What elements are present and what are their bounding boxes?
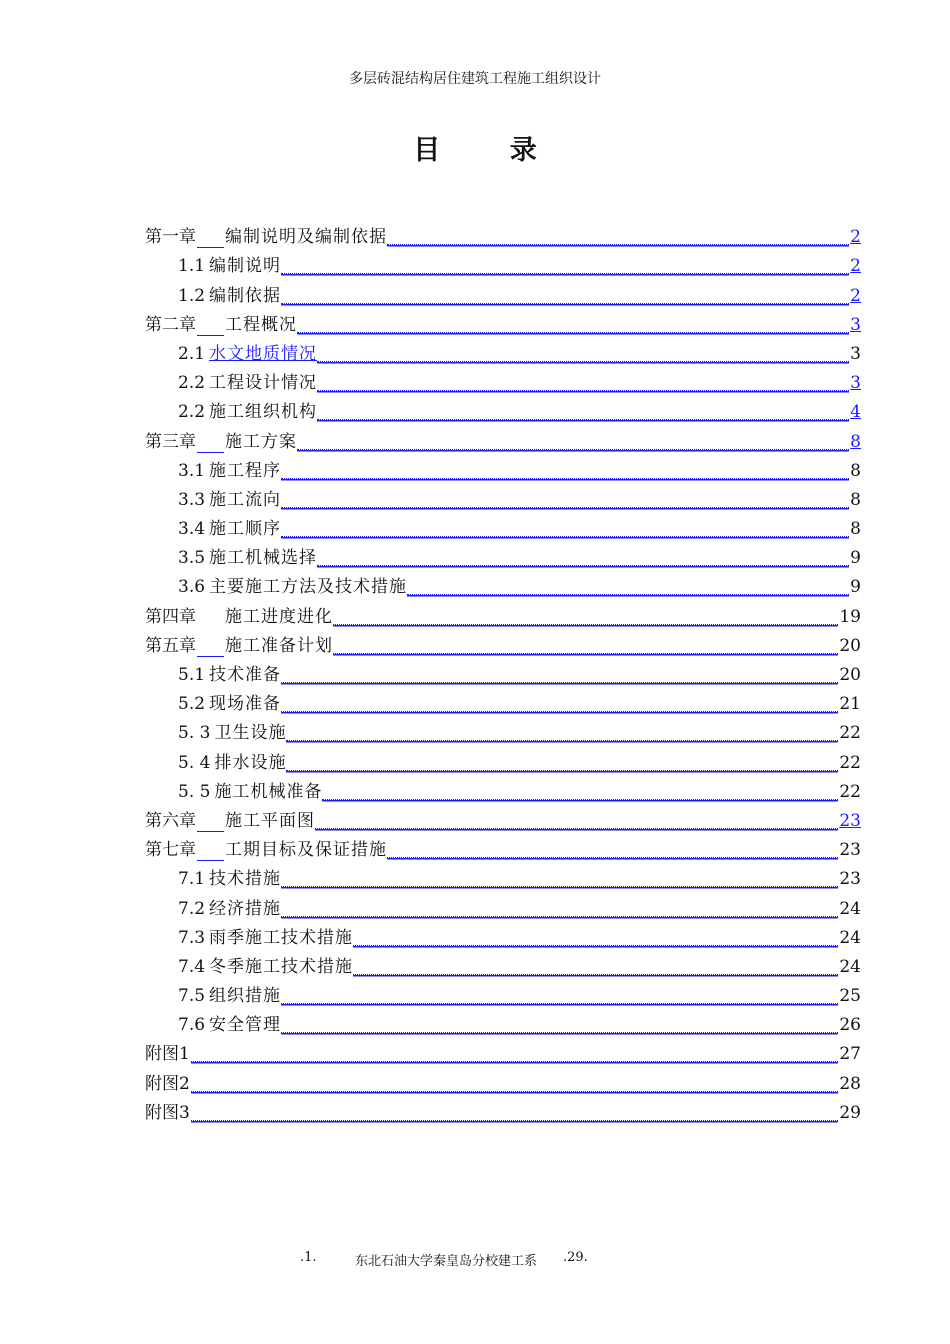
toc-leader-dots	[353, 928, 838, 946]
toc-entry-number: 2.1	[178, 343, 206, 364]
toc-entry-title[interactable]: 编制依据	[209, 285, 282, 306]
toc-entry-number: 第六章	[145, 810, 196, 831]
toc-leader-dots	[297, 432, 849, 450]
toc-leader-dots	[281, 869, 838, 887]
toc-entry[interactable]	[145, 1068, 861, 1097]
toc-leader-dots	[315, 811, 838, 829]
table-of-contents	[145, 222, 861, 1127]
toc-entry-number: 7.6	[178, 1015, 206, 1036]
toc-leader-dots	[281, 986, 838, 1004]
toc-entry-page[interactable]: 4	[850, 402, 861, 423]
toc-entry-number: 3.3	[178, 489, 206, 510]
toc-entry-title[interactable]: 工期目标及保证措施	[225, 840, 387, 861]
toc-title: 目 录	[413, 135, 567, 166]
toc-entry-number: 7.5	[178, 986, 206, 1007]
toc-entry-number: 3.4	[178, 519, 206, 540]
toc-entry-page[interactable]: 28	[839, 1073, 861, 1094]
toc-entry-gap	[197, 814, 224, 832]
toc-leader-dots	[353, 957, 838, 975]
footer-page-left: .1.	[300, 1250, 317, 1265]
toc-entry-number: 第三章	[145, 431, 196, 452]
toc-entry-gap	[197, 230, 224, 248]
toc-entry-title[interactable]: 施工机械准备	[214, 781, 323, 802]
toc-entry-page[interactable]: 24	[839, 956, 861, 977]
toc-entry-number: 3.5	[178, 548, 206, 569]
toc-leader-dots	[281, 899, 838, 917]
toc-leader-dots	[317, 373, 849, 391]
toc-entry[interactable]	[145, 689, 861, 718]
toc-entry-number: 7.3	[178, 927, 206, 948]
toc-entry-page[interactable]: 21	[839, 694, 861, 715]
toc-entry[interactable]	[145, 280, 861, 309]
toc-entry-page[interactable]: 23	[839, 840, 861, 861]
toc-entry-title[interactable]: 施工顺序	[209, 519, 282, 540]
toc-entry-page[interactable]: 23	[839, 810, 861, 831]
toc-entry-title[interactable]: 卫生设施	[214, 723, 287, 744]
toc-entry-number: 1.1	[178, 256, 206, 277]
toc-entry-page[interactable]: 2	[850, 285, 861, 306]
toc-entry-title[interactable]: 组织措施	[209, 986, 282, 1007]
toc-entry-page[interactable]: 22	[839, 723, 861, 744]
toc-entry-gap	[197, 435, 224, 453]
toc-entry-title[interactable]: 主要施工方法及技术措施	[209, 577, 408, 598]
toc-leader-dots	[191, 1074, 839, 1092]
toc-leader-dots	[317, 548, 849, 566]
toc-leader-dots	[387, 227, 849, 245]
toc-entry-number: 3.1	[178, 460, 206, 481]
toc-entry[interactable]	[145, 310, 861, 339]
toc-entry[interactable]	[145, 718, 861, 747]
toc-entry-number: 第五章	[145, 635, 196, 656]
toc-entry-title[interactable]: 3	[179, 1102, 191, 1123]
toc-entry-title[interactable]: 技术准备	[209, 665, 282, 685]
toc-entry-gap	[197, 639, 224, 657]
toc-entry-title[interactable]: 水文地质情况	[209, 343, 318, 364]
toc-entry-page[interactable]: 26	[839, 1015, 861, 1036]
toc-entry-page[interactable]: 3	[850, 373, 861, 394]
toc-entry-title[interactable]: 排水设施	[214, 752, 287, 773]
toc-leader-dots	[286, 753, 838, 771]
toc-entry-title[interactable]: 施工进度进化	[225, 606, 333, 627]
toc-entry[interactable]	[145, 514, 861, 543]
toc-leader-dots	[317, 344, 849, 362]
toc-entry-number: 第七章	[145, 840, 196, 861]
toc-entry[interactable]	[145, 426, 861, 455]
toc-entry[interactable]	[145, 777, 861, 806]
toc-entry-page[interactable]: 24	[839, 927, 861, 948]
toc-entry-page[interactable]: 20	[839, 635, 861, 656]
toc-entry-page[interactable]: 22	[839, 781, 861, 802]
toc-leader-dots	[387, 840, 838, 858]
toc-entry-gap	[197, 611, 224, 628]
toc-entry-title[interactable]: 施工组织机构	[209, 402, 318, 423]
toc-entry-page[interactable]: 29	[839, 1102, 861, 1123]
toc-entry-number: 5.1	[178, 665, 206, 685]
toc-entry-title[interactable]: 安全管理	[209, 1015, 282, 1036]
toc-entry-number: 第二章	[145, 314, 196, 335]
toc-entry[interactable]	[145, 1098, 861, 1127]
toc-entry-number: 1.2	[178, 285, 206, 306]
toc-entry-page[interactable]: 23	[839, 869, 861, 890]
toc-entry-title[interactable]: 工程概况	[225, 314, 297, 335]
toc-entry-title[interactable]: 2	[179, 1073, 191, 1094]
toc-entry-page[interactable]: 24	[839, 898, 861, 919]
toc-entry-number: 附图	[145, 1044, 179, 1065]
toc-leader-dots	[281, 1015, 838, 1033]
toc-entry-page[interactable]: 8	[850, 460, 861, 481]
toc-leader-dots	[281, 256, 849, 274]
toc-entry-title[interactable]: 施工平面图	[225, 810, 315, 831]
toc-entry-gap	[197, 318, 224, 336]
toc-entry-title[interactable]: 现场准备	[209, 694, 282, 715]
toc-entry-number: 3.6	[178, 577, 206, 598]
toc-entry[interactable]	[145, 952, 861, 981]
toc-entry-title[interactable]: 编制说明	[209, 256, 282, 277]
toc-leader-dots	[322, 782, 838, 800]
toc-entry[interactable]	[145, 660, 861, 689]
toc-leader-dots	[286, 723, 838, 741]
toc-entry[interactable]	[145, 835, 861, 864]
toc-entry-number: 2.2	[178, 402, 206, 423]
toc-entry-page[interactable]: 25	[839, 986, 861, 1007]
toc-entry-page[interactable]: 9	[850, 577, 861, 598]
toc-entry-number: 7.1	[178, 869, 206, 890]
toc-leader-dots	[281, 286, 849, 304]
footer-text: 东北石油大学秦皇岛分校建工系	[355, 1254, 538, 1269]
toc-entry[interactable]	[145, 251, 861, 280]
toc-entry-page[interactable]: 8	[850, 489, 861, 510]
toc-entry-title[interactable]: 施工流向	[209, 489, 282, 510]
toc-entry-page[interactable]: 19	[839, 606, 861, 627]
toc-entry[interactable]	[145, 222, 861, 251]
toc-entry[interactable]	[145, 1010, 861, 1039]
toc-leader-dots	[297, 315, 849, 333]
toc-entry-number: 7.2	[178, 898, 206, 919]
toc-entry[interactable]	[145, 1039, 861, 1068]
toc-entry-number: 附图	[145, 1102, 179, 1123]
toc-entry-page[interactable]: 9	[850, 548, 861, 569]
toc-entry[interactable]	[145, 631, 861, 660]
toc-entry-title[interactable]: 技术措施	[209, 869, 282, 890]
toc-leader-dots	[281, 461, 849, 479]
toc-entry[interactable]	[145, 747, 861, 776]
toc-entry-number: 7.4	[178, 956, 206, 977]
toc-entry-number: 5.2	[178, 694, 206, 715]
toc-entry[interactable]	[145, 981, 861, 1010]
toc-entry[interactable]	[145, 572, 861, 601]
toc-entry[interactable]	[145, 485, 861, 514]
toc-entry[interactable]	[145, 368, 861, 397]
toc-leader-dots	[191, 1103, 839, 1121]
toc-leader-dots	[333, 607, 838, 625]
toc-entry-page[interactable]: 22	[839, 752, 861, 773]
toc-entry-page[interactable]: 2	[850, 256, 861, 277]
toc-leader-dots	[333, 636, 838, 654]
toc-entry-page[interactable]: 8	[850, 519, 861, 540]
toc-leader-dots	[407, 577, 849, 595]
toc-entry[interactable]	[145, 456, 861, 485]
toc-leader-dots	[281, 519, 849, 537]
toc-entry[interactable]	[145, 864, 861, 893]
toc-entry-title[interactable]: 冬季施工技术措施	[209, 956, 354, 977]
toc-entry-number: 第一章	[145, 227, 196, 248]
footer-page-right: .29.	[563, 1250, 588, 1265]
toc-entry-title[interactable]: 编制说明及编制依据	[225, 227, 387, 248]
toc-entry-title[interactable]: 施工方案	[225, 431, 297, 452]
toc-leader-dots	[191, 1044, 839, 1062]
toc-entry[interactable]	[145, 893, 861, 922]
toc-entry-gap	[197, 843, 224, 861]
toc-entry[interactable]	[145, 806, 861, 835]
toc-entry[interactable]	[145, 397, 861, 426]
toc-entry-number: 5. 4	[178, 752, 211, 773]
toc-entry-page[interactable]: 3	[850, 343, 861, 364]
toc-entry-number: 5. 5	[178, 781, 211, 802]
toc-entry-title[interactable]: 工程设计情况	[209, 373, 318, 394]
toc-entry-page[interactable]: 3	[850, 314, 861, 335]
toc-entry-number: 第四章	[145, 606, 196, 627]
toc-entry-page[interactable]: 27	[839, 1044, 861, 1065]
toc-leader-dots	[317, 402, 849, 420]
toc-entry-page[interactable]: 2	[850, 227, 861, 248]
toc-entry-title[interactable]: 施工准备计划	[225, 635, 333, 656]
toc-entry[interactable]	[145, 601, 861, 630]
toc-entry-page[interactable]: 20	[839, 665, 861, 685]
toc-entry[interactable]	[145, 339, 861, 368]
toc-entry-number: 2.2	[178, 373, 206, 394]
toc-leader-dots	[281, 490, 849, 508]
toc-entry-page[interactable]: 8	[850, 431, 861, 452]
toc-leader-dots	[281, 665, 838, 683]
toc-entry-number: 附图	[145, 1073, 179, 1094]
toc-leader-dots	[281, 694, 838, 712]
toc-entry-title[interactable]: 雨季施工技术措施	[209, 927, 354, 948]
running-header: 多层砖混结构居住建筑工程施工组织设计	[349, 71, 601, 87]
toc-entry-number: 5. 3	[178, 723, 211, 744]
toc-entry-title[interactable]: 经济措施	[209, 898, 282, 919]
toc-entry-title[interactable]: 1	[179, 1044, 191, 1065]
toc-entry-title[interactable]: 施工机械选择	[209, 548, 318, 569]
toc-entry[interactable]	[145, 923, 861, 952]
toc-entry-title[interactable]: 施工程序	[209, 460, 282, 481]
toc-entry[interactable]	[145, 543, 861, 572]
